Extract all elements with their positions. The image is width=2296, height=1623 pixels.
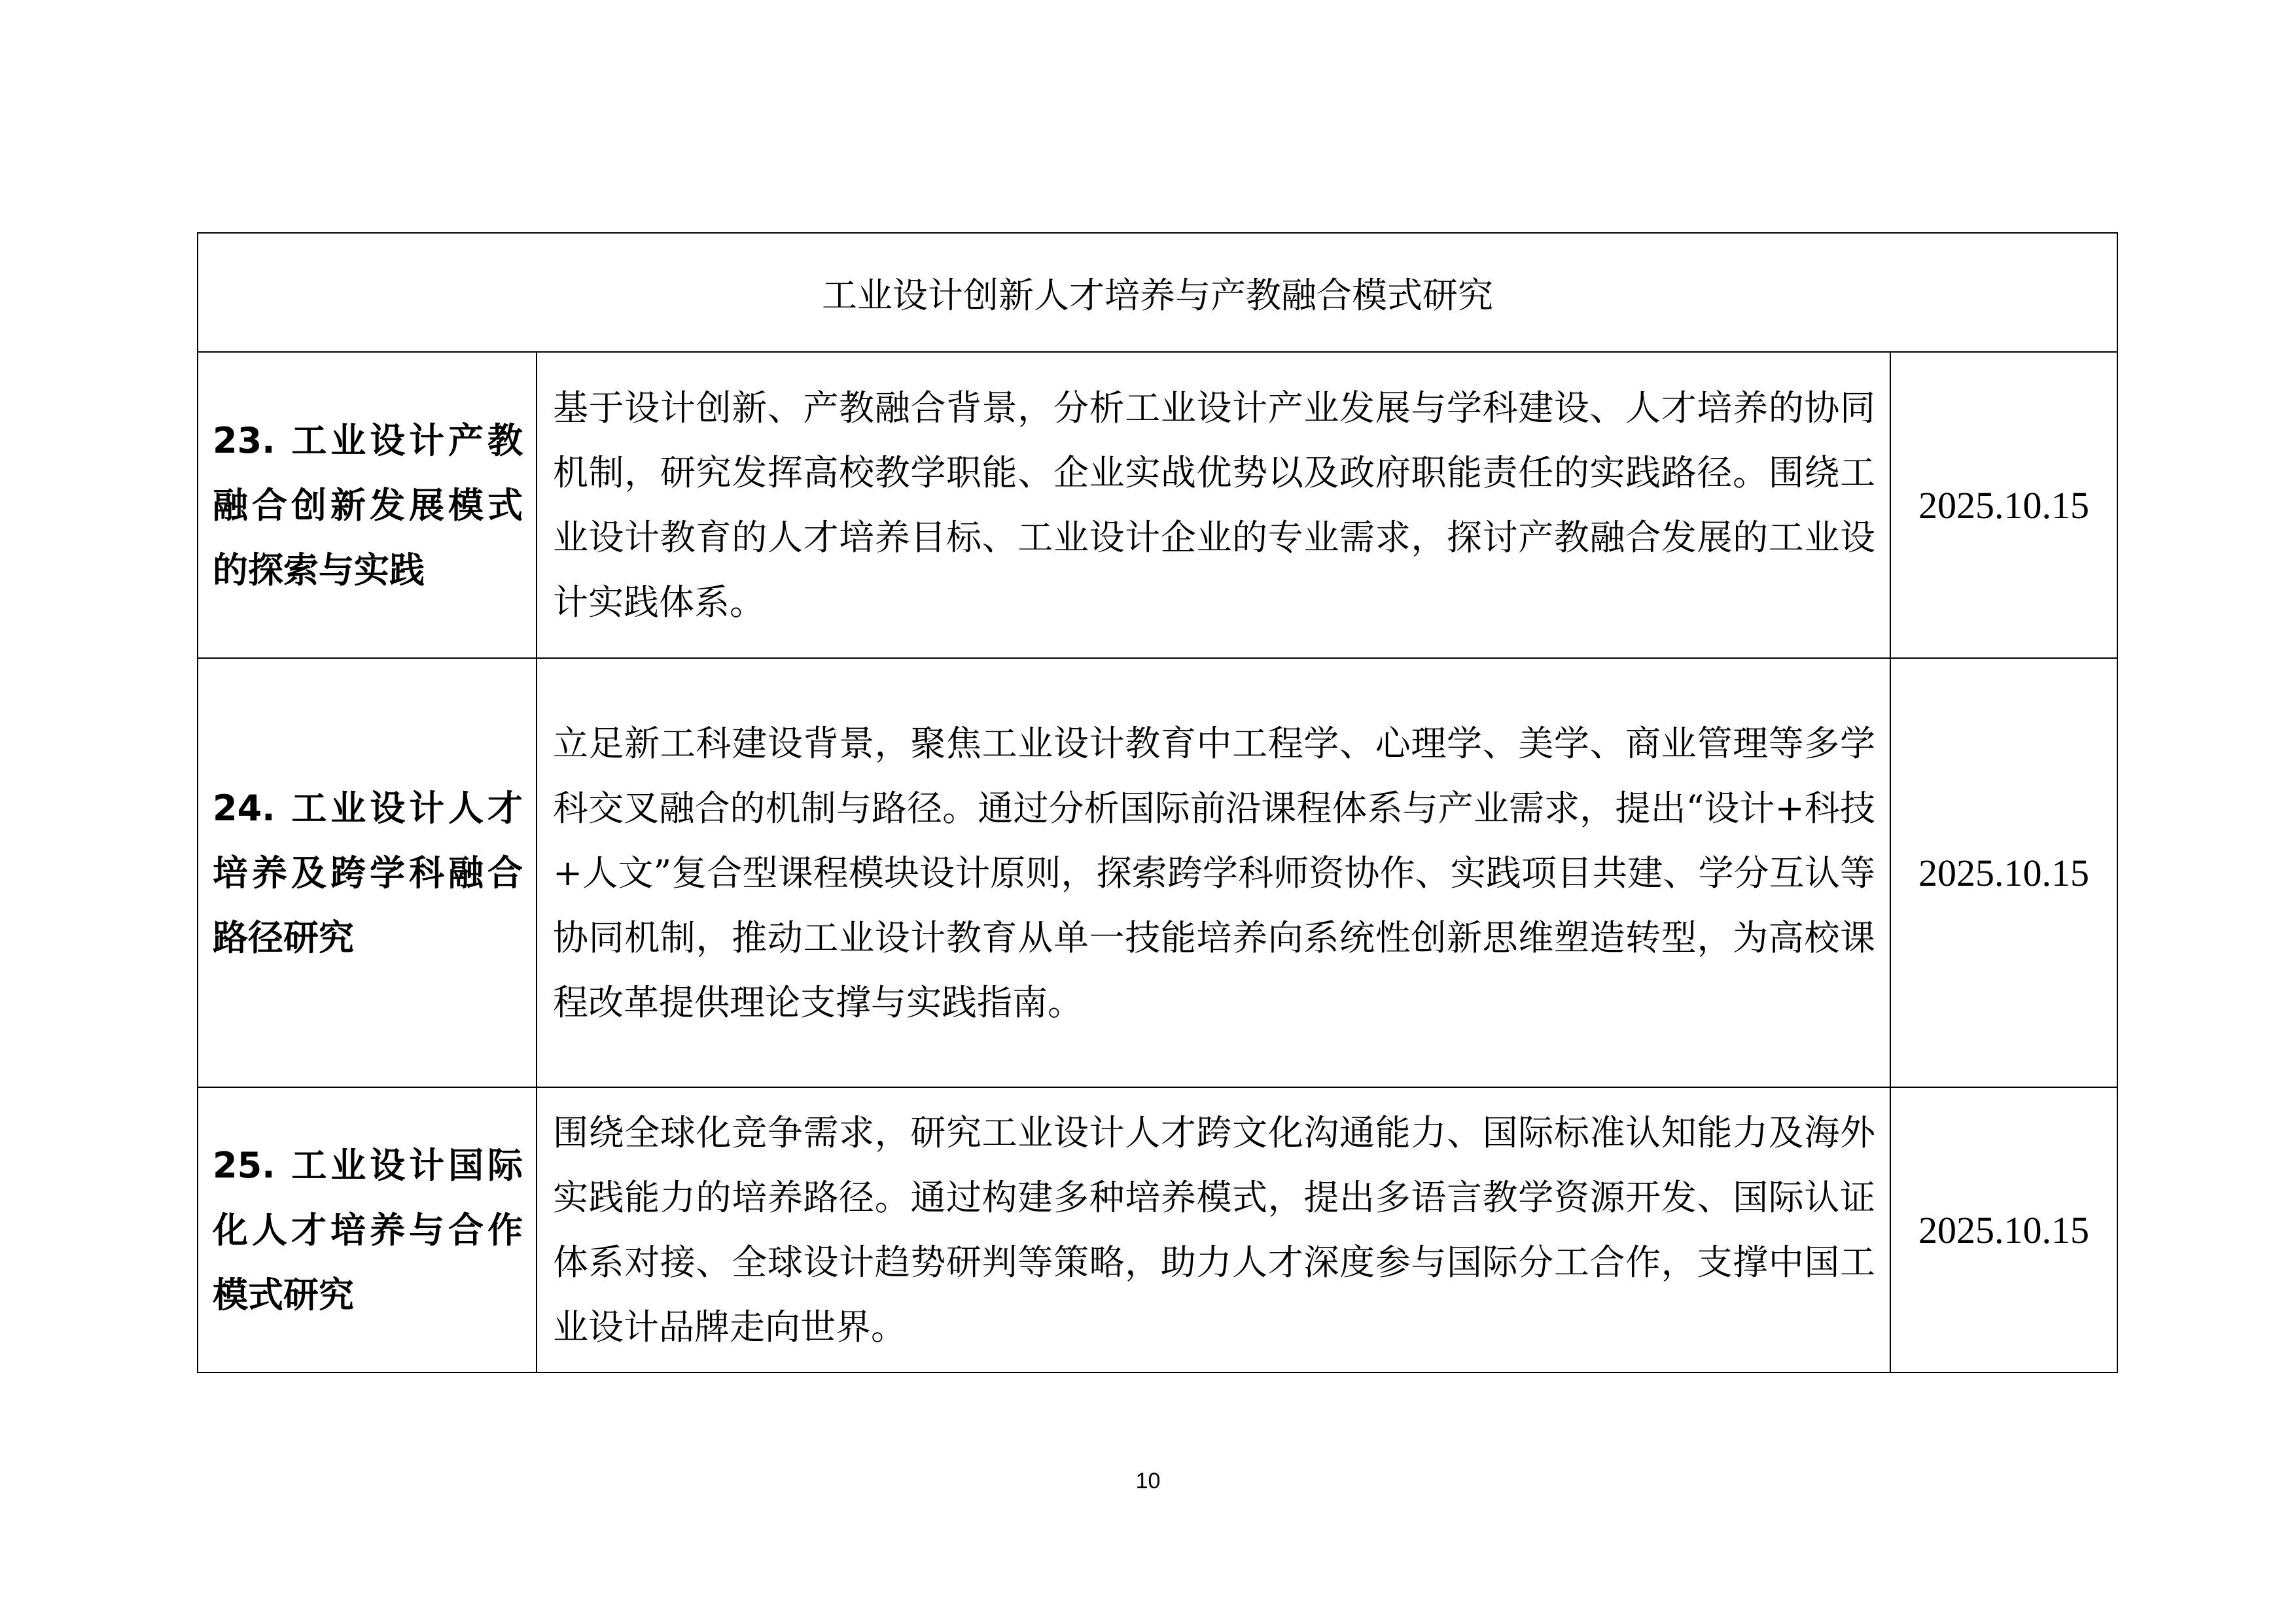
table-row (198, 1087, 2117, 1372)
topic-date: 2025.10.15 (1890, 658, 2117, 1087)
topic-title: 23. 工业设计产教融合创新发展模式的探索与实践 (198, 352, 537, 658)
topic-title: 25. 工业设计国际化人才培养与合作模式研究 (198, 1087, 537, 1372)
topic-description: 基于设计创新、产教融合背景，分析工业设计产业发展与学科建设、人才培养的协同机制，研究发挥高校教学职能、企业实战优势以及政府职能责任的实践路径。围绕工业设计教育的人才培养目标、工业设计企业的专业需求，探讨产教融合发展的工业设计实践体系。 (537, 352, 1890, 658)
topic-date: 2025.10.15 (1890, 1087, 2117, 1372)
topics-table (197, 232, 2118, 1373)
table-row (198, 352, 2117, 658)
topic-date: 2025.10.15 (1890, 352, 2117, 658)
table-row (198, 658, 2117, 1087)
topic-description: 立足新工科建设背景，聚焦工业设计教育中工程学、心理学、美学、商业管理等多学科交叉融合的机制与路径。通过分析国际前沿课程体系与产业需求，提出“设计+科技+人文”复合型课程模块设计原则，探索跨学科师资协作、实践项目共建、学分互认等协同机制，推动工业设计教育从单一技能培养向系统性创新思维塑造转型，为高校课程改革提供理论支撑与实践指南。 (537, 658, 1890, 1087)
page-number: 10 (1135, 1469, 1161, 1493)
section-header-row (198, 233, 2117, 352)
section-title: 工业设计创新人才培养与产教融合模式研究 (198, 233, 2117, 352)
topic-description: 围绕全球化竞争需求，研究工业设计人才跨文化沟通能力、国际标准认知能力及海外实践能力的培养路径。通过构建多种培养模式，提出多语言教学资源开发、国际认证体系对接、全球设计趋势研判等策略，助力人才深度参与国际分工合作，支撑中国工业设计品牌走向世界。 (537, 1087, 1890, 1372)
topic-title: 24. 工业设计人才培养及跨学科融合路径研究 (198, 658, 537, 1087)
